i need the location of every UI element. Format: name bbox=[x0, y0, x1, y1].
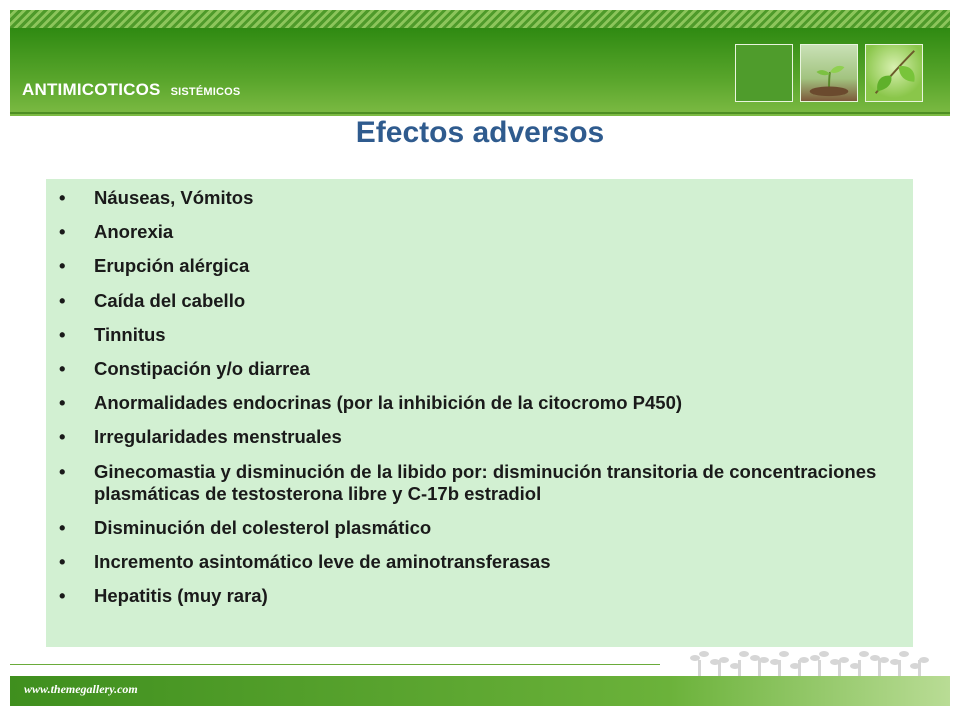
plant-leaf bbox=[839, 657, 849, 663]
footer-url[interactable]: www.themegallery.com bbox=[24, 682, 138, 696]
bullet-dot-icon: • bbox=[59, 289, 66, 311]
bullet-item bbox=[46, 585, 889, 607]
plant-leaf bbox=[750, 655, 760, 661]
plant-leaf bbox=[699, 651, 709, 657]
bullet-item bbox=[46, 187, 889, 209]
bullet-dot-icon: • bbox=[59, 585, 66, 607]
bullet-dot-icon: • bbox=[59, 187, 66, 208]
plant-leaf bbox=[790, 663, 800, 669]
plant-leaf bbox=[859, 651, 869, 657]
bullet-item bbox=[46, 392, 889, 414]
plant-leaf bbox=[919, 657, 929, 663]
leaves-icon bbox=[865, 44, 923, 102]
plant-leaf bbox=[799, 657, 809, 663]
footer-bar bbox=[10, 676, 950, 706]
bullet-dot-icon: • bbox=[59, 392, 66, 414]
bullet-item bbox=[46, 221, 889, 243]
plant-leaf bbox=[870, 655, 880, 661]
bullet-item bbox=[46, 255, 889, 277]
bullet-item bbox=[46, 517, 889, 539]
plant-leaf bbox=[739, 651, 749, 657]
plant-leaf bbox=[759, 657, 769, 663]
bullet-text: Incremento asintomático leve de aminotransferasas bbox=[94, 551, 551, 573]
bullet-text: Erupción alérgica bbox=[94, 255, 250, 277]
plant-leaf bbox=[719, 657, 729, 663]
plant-leaf bbox=[770, 659, 780, 665]
plant-leaf bbox=[830, 659, 840, 665]
bullet-dot-icon: • bbox=[59, 323, 66, 345]
plant-leaf bbox=[779, 651, 789, 657]
bullet-dot-icon: • bbox=[59, 460, 66, 482]
bullet-item bbox=[46, 461, 889, 505]
bullet-item bbox=[46, 426, 889, 448]
bullet-text: Anorexia bbox=[94, 221, 174, 243]
plant-leaf bbox=[899, 651, 909, 657]
bullet-item bbox=[46, 358, 889, 380]
bullet-text: Náuseas, Vómitos bbox=[94, 187, 254, 208]
plant-leaf bbox=[730, 663, 740, 669]
section-subtitle: SISTÉMICOS bbox=[170, 86, 241, 98]
bullet-dot-icon: • bbox=[59, 255, 66, 277]
plant-leaf bbox=[810, 655, 820, 661]
bullet-text: Ginecomastia y disminución de la libido por: disminución transitoria de concentraciones plasmáticas de testosterona libre y C-17b estradiol bbox=[94, 460, 877, 504]
bullet-text: Tinnitus bbox=[94, 323, 166, 345]
bullet-text: Disminución del colesterol plasmático bbox=[94, 516, 432, 538]
blank-green-icon bbox=[735, 44, 793, 102]
bullet-text: Anormalidades endocrinas (por la inhibición de la citocromo P450) bbox=[94, 392, 683, 414]
bullet-text: Irregularidades menstruales bbox=[94, 426, 342, 448]
plant-leaf bbox=[819, 651, 829, 657]
bullet-dot-icon: • bbox=[59, 426, 66, 448]
plant-leaf bbox=[879, 657, 889, 663]
bullet-dot-icon: • bbox=[59, 551, 66, 573]
plant-leaf bbox=[890, 659, 900, 665]
plant-leaf bbox=[690, 655, 700, 661]
bullet-item bbox=[46, 551, 889, 573]
bullet-text: Hepatitis (muy rara) bbox=[94, 585, 268, 607]
section-title bbox=[22, 80, 240, 100]
sprout-icon bbox=[800, 44, 858, 102]
bullet-text: Constipación y/o diarrea bbox=[94, 357, 310, 379]
slide-title: Efectos adversos bbox=[355, 116, 605, 149]
plant-leaf bbox=[910, 663, 920, 669]
plant-leaf bbox=[710, 659, 720, 665]
bullet-dot-icon: • bbox=[59, 221, 66, 243]
bullet-dot-icon: • bbox=[59, 516, 66, 538]
bullet-list bbox=[46, 179, 913, 607]
section-title-main: ANTIMICOTICOS bbox=[22, 80, 161, 99]
bullet-dot-icon: • bbox=[59, 357, 66, 379]
bullet-item bbox=[46, 324, 889, 346]
header-stripe bbox=[10, 10, 950, 28]
plant-leaf bbox=[850, 663, 860, 669]
bullet-item bbox=[46, 290, 889, 312]
header-divider bbox=[10, 112, 950, 114]
footer-divider bbox=[10, 664, 660, 665]
bullet-text: Caída del cabello bbox=[94, 289, 246, 311]
content-box bbox=[46, 179, 913, 647]
